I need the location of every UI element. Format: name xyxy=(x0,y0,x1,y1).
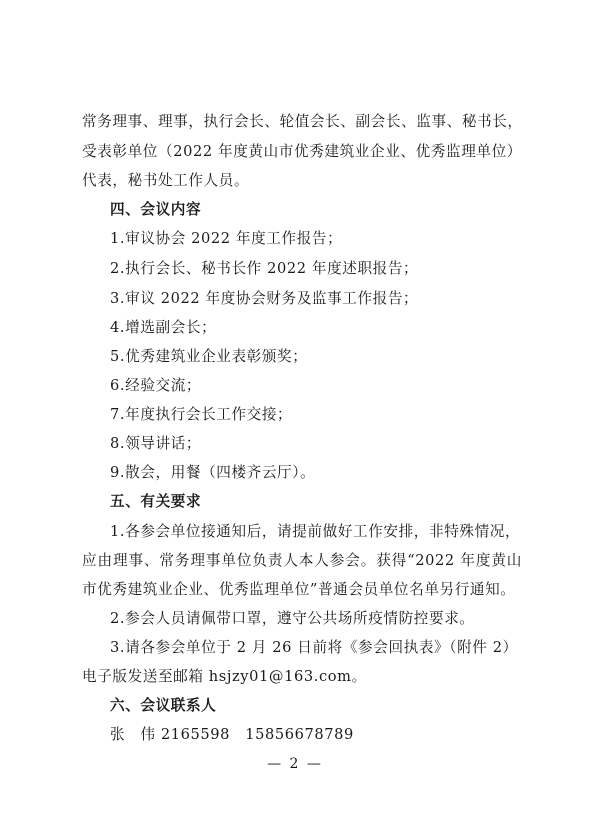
page-number: — 2 — xyxy=(267,756,323,772)
list-item: 5.优秀建筑业企业表彰颁奖； xyxy=(110,348,308,365)
list-item: 4.增选副会长； xyxy=(110,319,217,336)
body-line: 受表彰单位（2022 年度黄山市优秀建筑业企业、优秀监理单位） xyxy=(82,143,522,160)
section-heading: 六、会议联系人 xyxy=(110,697,217,714)
list-item: 8.领导讲话； xyxy=(110,435,202,452)
list-item: 3.审议 2022 年度协会财务及监事工作报告； xyxy=(110,290,419,307)
body-line: 1.各参会单位接通知后，请提前做好工作安排，非特殊情况， xyxy=(110,523,521,540)
body-line: 代表，秘书处工作人员。 xyxy=(82,172,250,189)
list-item: 9.散会，用餐（四楼齐云厅）。 xyxy=(110,464,316,481)
contact-line: 张 伟 2165598 15856678789 xyxy=(110,726,354,743)
list-item: 2.执行会长、秘书长作 2022 年度述职报告； xyxy=(110,260,419,277)
list-item: 7.年度执行会长工作交接； xyxy=(110,406,293,423)
body-line: 常务理事、理事，执行会长、轮值会长、副会长、监事、秘书长， xyxy=(82,113,523,130)
body-line: 应由理事、常务理事单位负责人本人参会。获得“2022 年度黄山 xyxy=(82,552,522,569)
body-line: 电子版发送至邮箱 hsjzy01@163.com。 xyxy=(82,668,367,685)
section-heading: 四、会议内容 xyxy=(110,201,202,218)
body-line: 3.请各参会单位于 2 月 26 日前将《参会回执表》（附件 2） xyxy=(110,639,518,656)
list-item: 6.经验交流； xyxy=(110,377,202,394)
body-line: 市优秀建筑业企业、优秀监理单位”普通会员单位名单另行通知。 xyxy=(82,581,516,598)
list-item: 1.审议协会 2022 年度工作报告； xyxy=(110,230,343,247)
section-heading: 五、有关要求 xyxy=(110,493,202,510)
body-line: 2.参会人员请佩带口罩，遵守公共场所疫情防控要求。 xyxy=(110,610,475,627)
